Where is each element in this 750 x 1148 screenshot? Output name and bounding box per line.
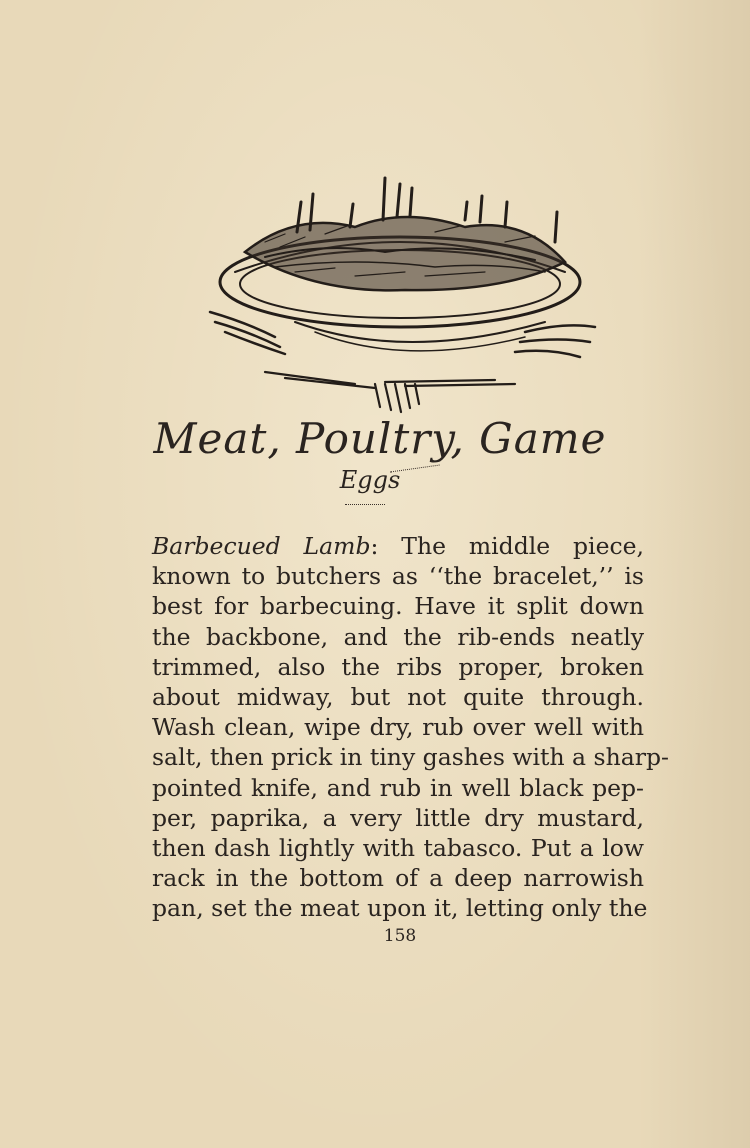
text-line: pointed knife, and rub in well black pep- [152, 773, 644, 802]
text-line: then dash lightly with tabasco. Put a low [152, 833, 644, 862]
page-number: 158 [383, 926, 417, 946]
chapter-heading: Meat, Poultry, Game [153, 414, 607, 463]
text-line: Wash clean, wipe dry, rub over well with [152, 713, 644, 742]
recipe-text [152, 531, 669, 923]
text-line: salt, then prick in tiny gashes with a sharp- [152, 743, 669, 772]
text-line: known to butchers as ‘‘the bracelet,’’ is [152, 562, 644, 591]
chapter-subheading: Eggs [339, 466, 401, 494]
text-line: rack in the bottom of a deep narrowish [152, 864, 644, 893]
text-line: pan, set the meat upon it, letting only the [152, 894, 648, 923]
text-line-1 [152, 531, 644, 561]
heading-flourish-bottom [345, 504, 385, 507]
text-line: the backbone, and the rib-ends neatly [152, 622, 644, 651]
text-line-1-rest: : The middle piece, [370, 532, 645, 560]
text-line: about midway, but not quite through. [152, 682, 644, 711]
text-line: best for barbecuing. Have it split down [152, 592, 644, 621]
text-line: per, paprika, a very little dry mustard, [152, 803, 644, 832]
roast-platter-illustration [205, 172, 600, 417]
recipe-title: Barbecued Lamb [152, 532, 371, 560]
text-line: trimmed, also the ribs proper, broken [152, 652, 644, 681]
